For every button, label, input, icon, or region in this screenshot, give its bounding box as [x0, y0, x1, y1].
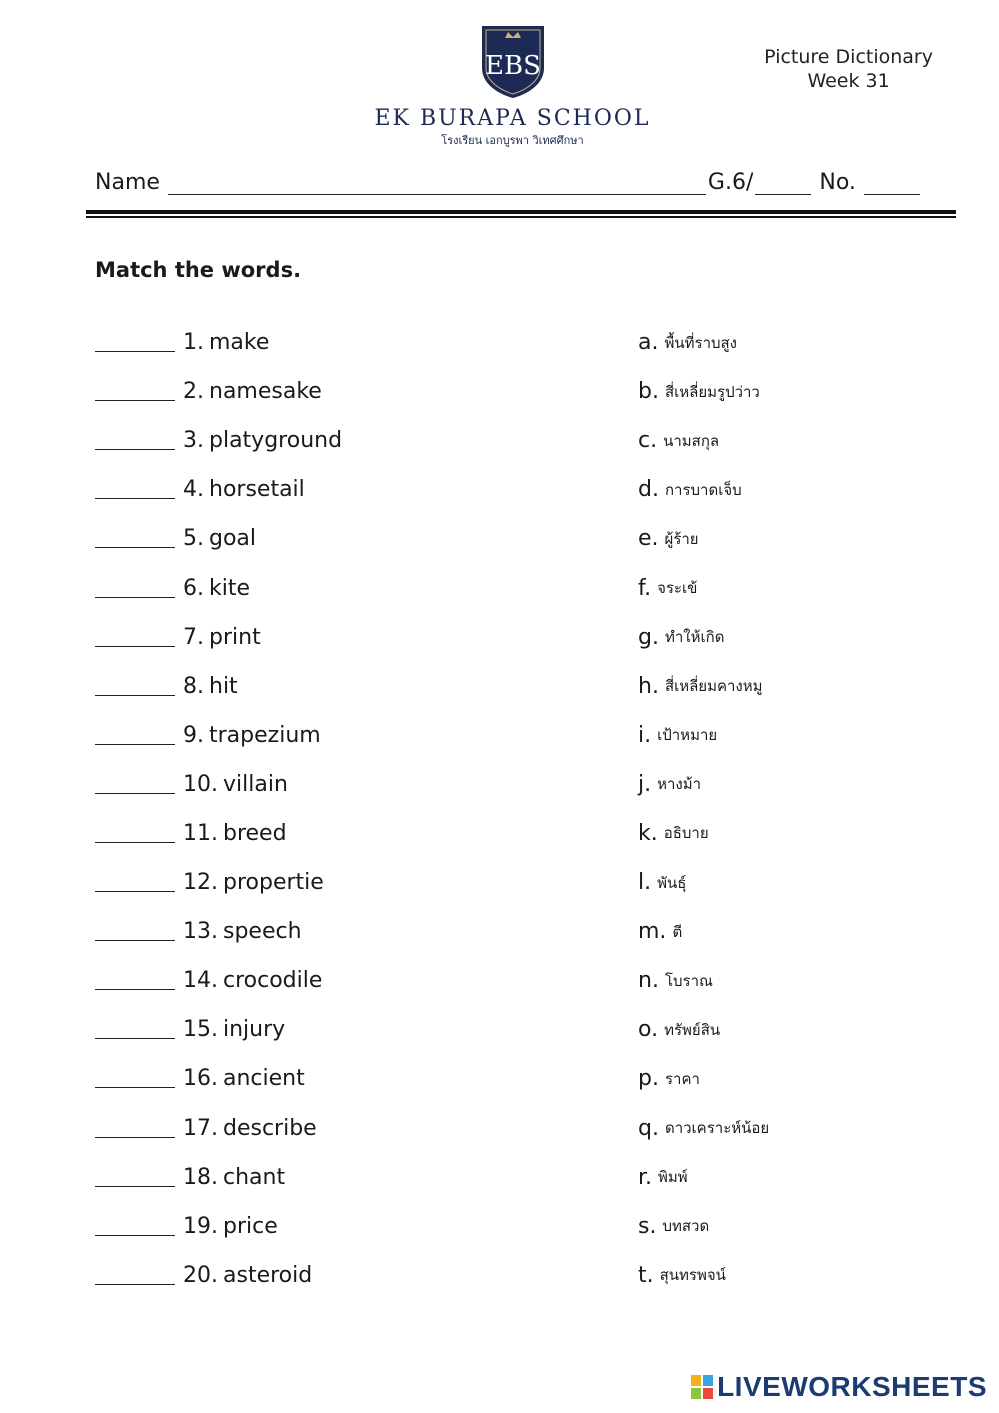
meaning-row — [638, 1104, 769, 1153]
meaning-row — [638, 367, 769, 416]
word-text: propertie — [223, 870, 324, 896]
word-number: 5. — [183, 526, 204, 552]
word-row — [95, 318, 342, 367]
meaning-row — [638, 1251, 769, 1300]
meaning-text: หางม้า — [657, 775, 702, 794]
meaning-letter: s. — [638, 1213, 657, 1239]
answer-blank[interactable] — [95, 726, 175, 745]
word-row — [95, 1005, 342, 1054]
meaning-row — [638, 1153, 769, 1202]
meaning-letter: j. — [638, 771, 652, 797]
meaning-text: อธิบาย — [663, 824, 709, 843]
answer-blank[interactable] — [95, 1119, 175, 1138]
word-number: 4. — [183, 477, 204, 503]
meaning-row — [638, 416, 769, 465]
word-number: 19. — [183, 1213, 218, 1239]
meaning-text: ทำให้เกิด — [664, 628, 725, 647]
meaning-row — [638, 907, 769, 956]
answer-blank[interactable] — [95, 1266, 175, 1285]
meaning-letter: m. — [638, 919, 667, 945]
meaning-row — [638, 711, 769, 760]
worksheet-title — [764, 45, 933, 93]
word-number: 11. — [183, 820, 218, 846]
word-number: 16. — [183, 1066, 218, 1092]
meaning-text: ทรัพย์สิน — [664, 1020, 721, 1039]
word-list — [95, 318, 342, 1300]
answer-blank[interactable] — [95, 1168, 175, 1187]
word-row — [95, 1202, 342, 1251]
meaning-text: บทสวด — [662, 1217, 710, 1236]
word-text: namesake — [209, 379, 322, 405]
name-label: Name — [95, 170, 160, 195]
word-row — [95, 711, 342, 760]
word-number: 10. — [183, 771, 218, 797]
word-row — [95, 662, 342, 711]
word-text: kite — [209, 575, 251, 601]
answer-blank[interactable] — [95, 1069, 175, 1088]
title-line-1: Picture Dictionary — [764, 46, 933, 68]
word-number: 17. — [183, 1115, 218, 1141]
answer-blank[interactable] — [95, 579, 175, 598]
title-line-2: Week 31 — [807, 70, 890, 92]
meaning-letter: d. — [638, 477, 659, 503]
meaning-row — [638, 563, 769, 612]
word-row — [95, 514, 342, 563]
word-text: crocodile — [223, 968, 323, 994]
meaning-text: พิมพ์ — [658, 1168, 688, 1187]
word-text: ancient — [223, 1066, 305, 1092]
answer-blank[interactable] — [95, 382, 175, 401]
meaning-text: การบาดเจ็บ — [664, 480, 742, 499]
answer-blank[interactable] — [95, 971, 175, 990]
meaning-row — [638, 858, 769, 907]
meaning-letter: p. — [638, 1066, 659, 1092]
meaning-letter: k. — [638, 820, 658, 846]
meaning-row — [638, 662, 769, 711]
meaning-text: โบราณ — [664, 971, 713, 990]
meaning-row — [638, 1005, 769, 1054]
word-row — [95, 465, 342, 514]
word-text: breed — [223, 820, 287, 846]
meaning-letter: r. — [638, 1164, 653, 1190]
meaning-text: จระเข้ — [657, 579, 698, 598]
word-row — [95, 809, 342, 858]
meaning-letter: n. — [638, 968, 659, 994]
meaning-row — [638, 465, 769, 514]
word-number: 13. — [183, 919, 218, 945]
word-row — [95, 416, 342, 465]
grade-label: G.6/ — [707, 170, 754, 195]
word-number: 6. — [183, 575, 204, 601]
meaning-text: สี่เหลี่ยมคางหมู — [664, 677, 763, 696]
word-text: describe — [223, 1115, 317, 1141]
meaning-letter: h. — [638, 673, 659, 699]
brand-mark-icon — [691, 1375, 713, 1399]
meaning-letter: l. — [638, 870, 652, 896]
meaning-letter: c. — [638, 428, 658, 454]
meaning-row — [638, 318, 769, 367]
meaning-text: ตี — [672, 922, 683, 941]
school-name-thai: โรงเรียน เอกบูรพา วิเทศศึกษา — [441, 134, 584, 147]
meaning-letter: f. — [638, 575, 652, 601]
meaning-text: ราคา — [664, 1069, 700, 1088]
divider-thick — [86, 210, 956, 214]
word-text: platyground — [209, 428, 343, 454]
answer-blank[interactable] — [95, 529, 175, 548]
word-row — [95, 907, 342, 956]
school-name: EK BURAPA SCHOOL — [374, 106, 651, 131]
answer-blank[interactable] — [95, 1217, 175, 1236]
meaning-letter: g. — [638, 624, 659, 650]
word-row — [95, 1153, 342, 1202]
meaning-row — [638, 956, 769, 1005]
meaning-letter: t. — [638, 1262, 654, 1288]
word-text: injury — [223, 1017, 286, 1043]
answer-blank[interactable] — [95, 677, 175, 696]
answer-blank[interactable] — [95, 1020, 175, 1039]
meaning-text: ดาวเคราะห์น้อย — [664, 1119, 770, 1138]
brand-text: LIVEWORKSHEETS — [717, 1371, 987, 1402]
meaning-text: พื้นที่ราบสูง — [664, 333, 737, 352]
answer-blank[interactable] — [95, 775, 175, 794]
meaning-letter: a. — [638, 330, 659, 356]
meaning-letter: o. — [638, 1017, 659, 1043]
word-number: 2. — [183, 379, 204, 405]
instruction: Match the words. — [95, 258, 302, 282]
meaning-letter: q. — [638, 1115, 659, 1141]
word-number: 20. — [183, 1262, 218, 1288]
answer-blank[interactable] — [95, 873, 175, 892]
meaning-row — [638, 809, 769, 858]
meaning-row — [638, 514, 769, 563]
meaning-list — [638, 318, 769, 1300]
word-text: price — [223, 1213, 278, 1239]
answer-blank[interactable] — [95, 333, 175, 352]
word-number: 9. — [183, 722, 204, 748]
word-row — [95, 760, 342, 809]
name-field[interactable] — [168, 174, 706, 195]
word-text: goal — [209, 526, 257, 552]
word-row — [95, 367, 342, 416]
word-row — [95, 613, 342, 662]
meaning-row — [638, 1054, 769, 1103]
student-info-line — [95, 170, 935, 195]
word-row — [95, 1104, 342, 1153]
word-number: 14. — [183, 968, 218, 994]
meaning-text: เป้าหมาย — [657, 726, 718, 745]
number-field[interactable] — [864, 174, 920, 195]
meaning-text: สุนทรพจน์ — [659, 1266, 726, 1285]
word-number: 12. — [183, 870, 218, 896]
word-row — [95, 1251, 342, 1300]
word-text: make — [209, 330, 270, 356]
word-row — [95, 1054, 342, 1103]
word-row — [95, 956, 342, 1005]
crest-icon — [478, 22, 548, 100]
word-text: chant — [223, 1164, 286, 1190]
word-text: horsetail — [209, 477, 305, 503]
word-text: hit — [209, 673, 238, 699]
meaning-text: ผู้ร้าย — [664, 529, 699, 548]
meaning-row — [638, 613, 769, 662]
answer-blank[interactable] — [95, 824, 175, 843]
meaning-row — [638, 1202, 769, 1251]
word-number: 18. — [183, 1164, 218, 1190]
divider-thin — [86, 216, 956, 218]
meaning-text: สี่เหลี่ยมรูปว่าว — [664, 382, 760, 401]
word-number: 3. — [183, 428, 204, 454]
word-text: villain — [223, 771, 288, 797]
word-row — [95, 858, 342, 907]
meaning-text: พันธุ์ — [657, 873, 687, 892]
word-number: 7. — [183, 624, 204, 650]
answer-blank[interactable] — [95, 431, 175, 450]
meaning-text: นามสกุล — [663, 431, 720, 450]
word-text: speech — [223, 919, 302, 945]
answer-blank[interactable] — [95, 480, 175, 499]
word-number: 1. — [183, 330, 204, 356]
word-text: asteroid — [223, 1262, 313, 1288]
meaning-letter: b. — [638, 379, 659, 405]
word-text: trapezium — [209, 722, 321, 748]
logo-initials: EBS — [484, 51, 541, 81]
word-row — [95, 563, 342, 612]
meaning-letter: i. — [638, 722, 652, 748]
grade-field[interactable] — [755, 174, 811, 195]
answer-blank[interactable] — [95, 628, 175, 647]
word-number: 15. — [183, 1017, 218, 1043]
number-label: No. — [819, 170, 856, 195]
word-number: 8. — [183, 673, 204, 699]
meaning-letter: e. — [638, 526, 659, 552]
answer-blank[interactable] — [95, 922, 175, 941]
word-text: print — [209, 624, 261, 650]
liveworksheets-logo — [691, 1371, 987, 1403]
meaning-row — [638, 760, 769, 809]
